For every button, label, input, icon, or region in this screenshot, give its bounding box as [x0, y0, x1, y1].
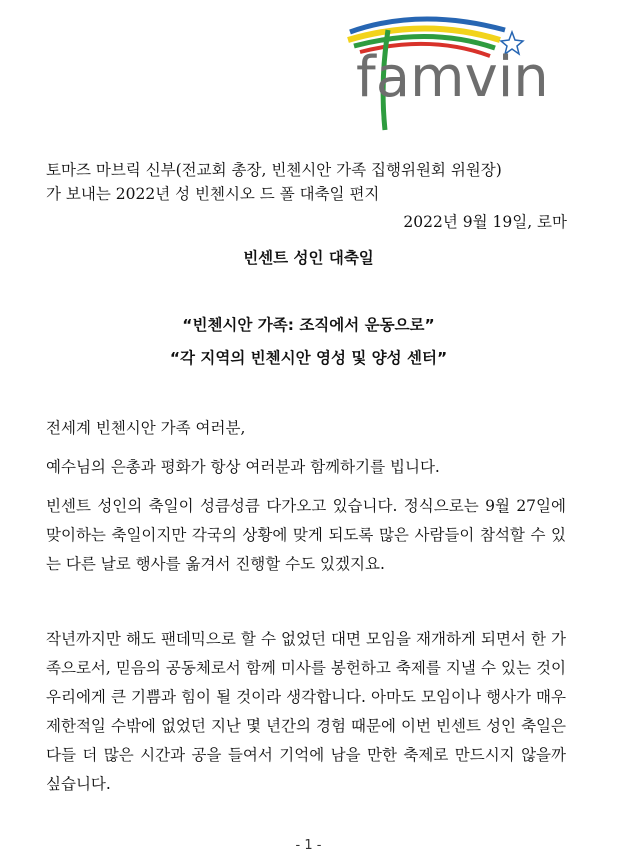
page-number: - 1 - — [295, 838, 322, 853]
feast-heading: 빈센트 성인 대축일 — [243, 249, 374, 267]
famvin-logo — [340, 12, 555, 132]
letter-date: 2022년 9월 19일, 로마 — [403, 213, 567, 231]
sender-line-2: 가 보내는 2022년 성 빈첸시오 드 폴 대축일 편지 — [46, 185, 380, 203]
famvin-wordmark: famvin — [356, 45, 549, 110]
greeting: 전세계 빈첸시안 가족 여러분, — [46, 419, 246, 437]
sender-block — [46, 158, 586, 206]
theme-heading-2: “각 지역의 빈첸시안 영성 및 양성 센터” — [169, 349, 448, 367]
paragraph-2: 작년까지만 해도 팬데믹으로 할 수 없었던 대면 모임을 재개하게 되면서 한 가족으로서, 믿음의 공동체로서 함께 미사를 봉헌하고 축제를 지낼 수 있는 것이 우리에게 큰 기쁨과 힘이 될 것이라 생각합니다. 아마도 모임이나 행사가 매우 제한적일 수밖에 없었던 지난 몇 년간의 경험 때문에 이번 빈센트 성인 축일은 다들 더 많은 시간과 공을 들여서 기억에 남을 만한 축제로 만드시지 않을까 싶습니다. — [46, 630, 566, 793]
sender-line-1: 토마즈 마브릭 신부(전교회 총장, 빈첸시안 가족 집행위원회 위원장) — [46, 161, 502, 179]
blessing: 예수님의 은총과 평화가 항상 여러분과 함께하기를 빕니다. — [46, 458, 440, 476]
paragraph-1: 빈센트 성인의 축일이 성큼성큼 다가오고 있습니다. 정식으로는 9월 27일에 맞이하는 축일이지만 각국의 상황에 맞게 되도록 많은 사람들이 참석할 수 있는 다른 날로 행사를 옮겨서 진행할 수도 있겠지요. — [46, 497, 566, 573]
theme-heading-1: “빈첸시안 가족: 조직에서 운동으로” — [182, 316, 435, 334]
